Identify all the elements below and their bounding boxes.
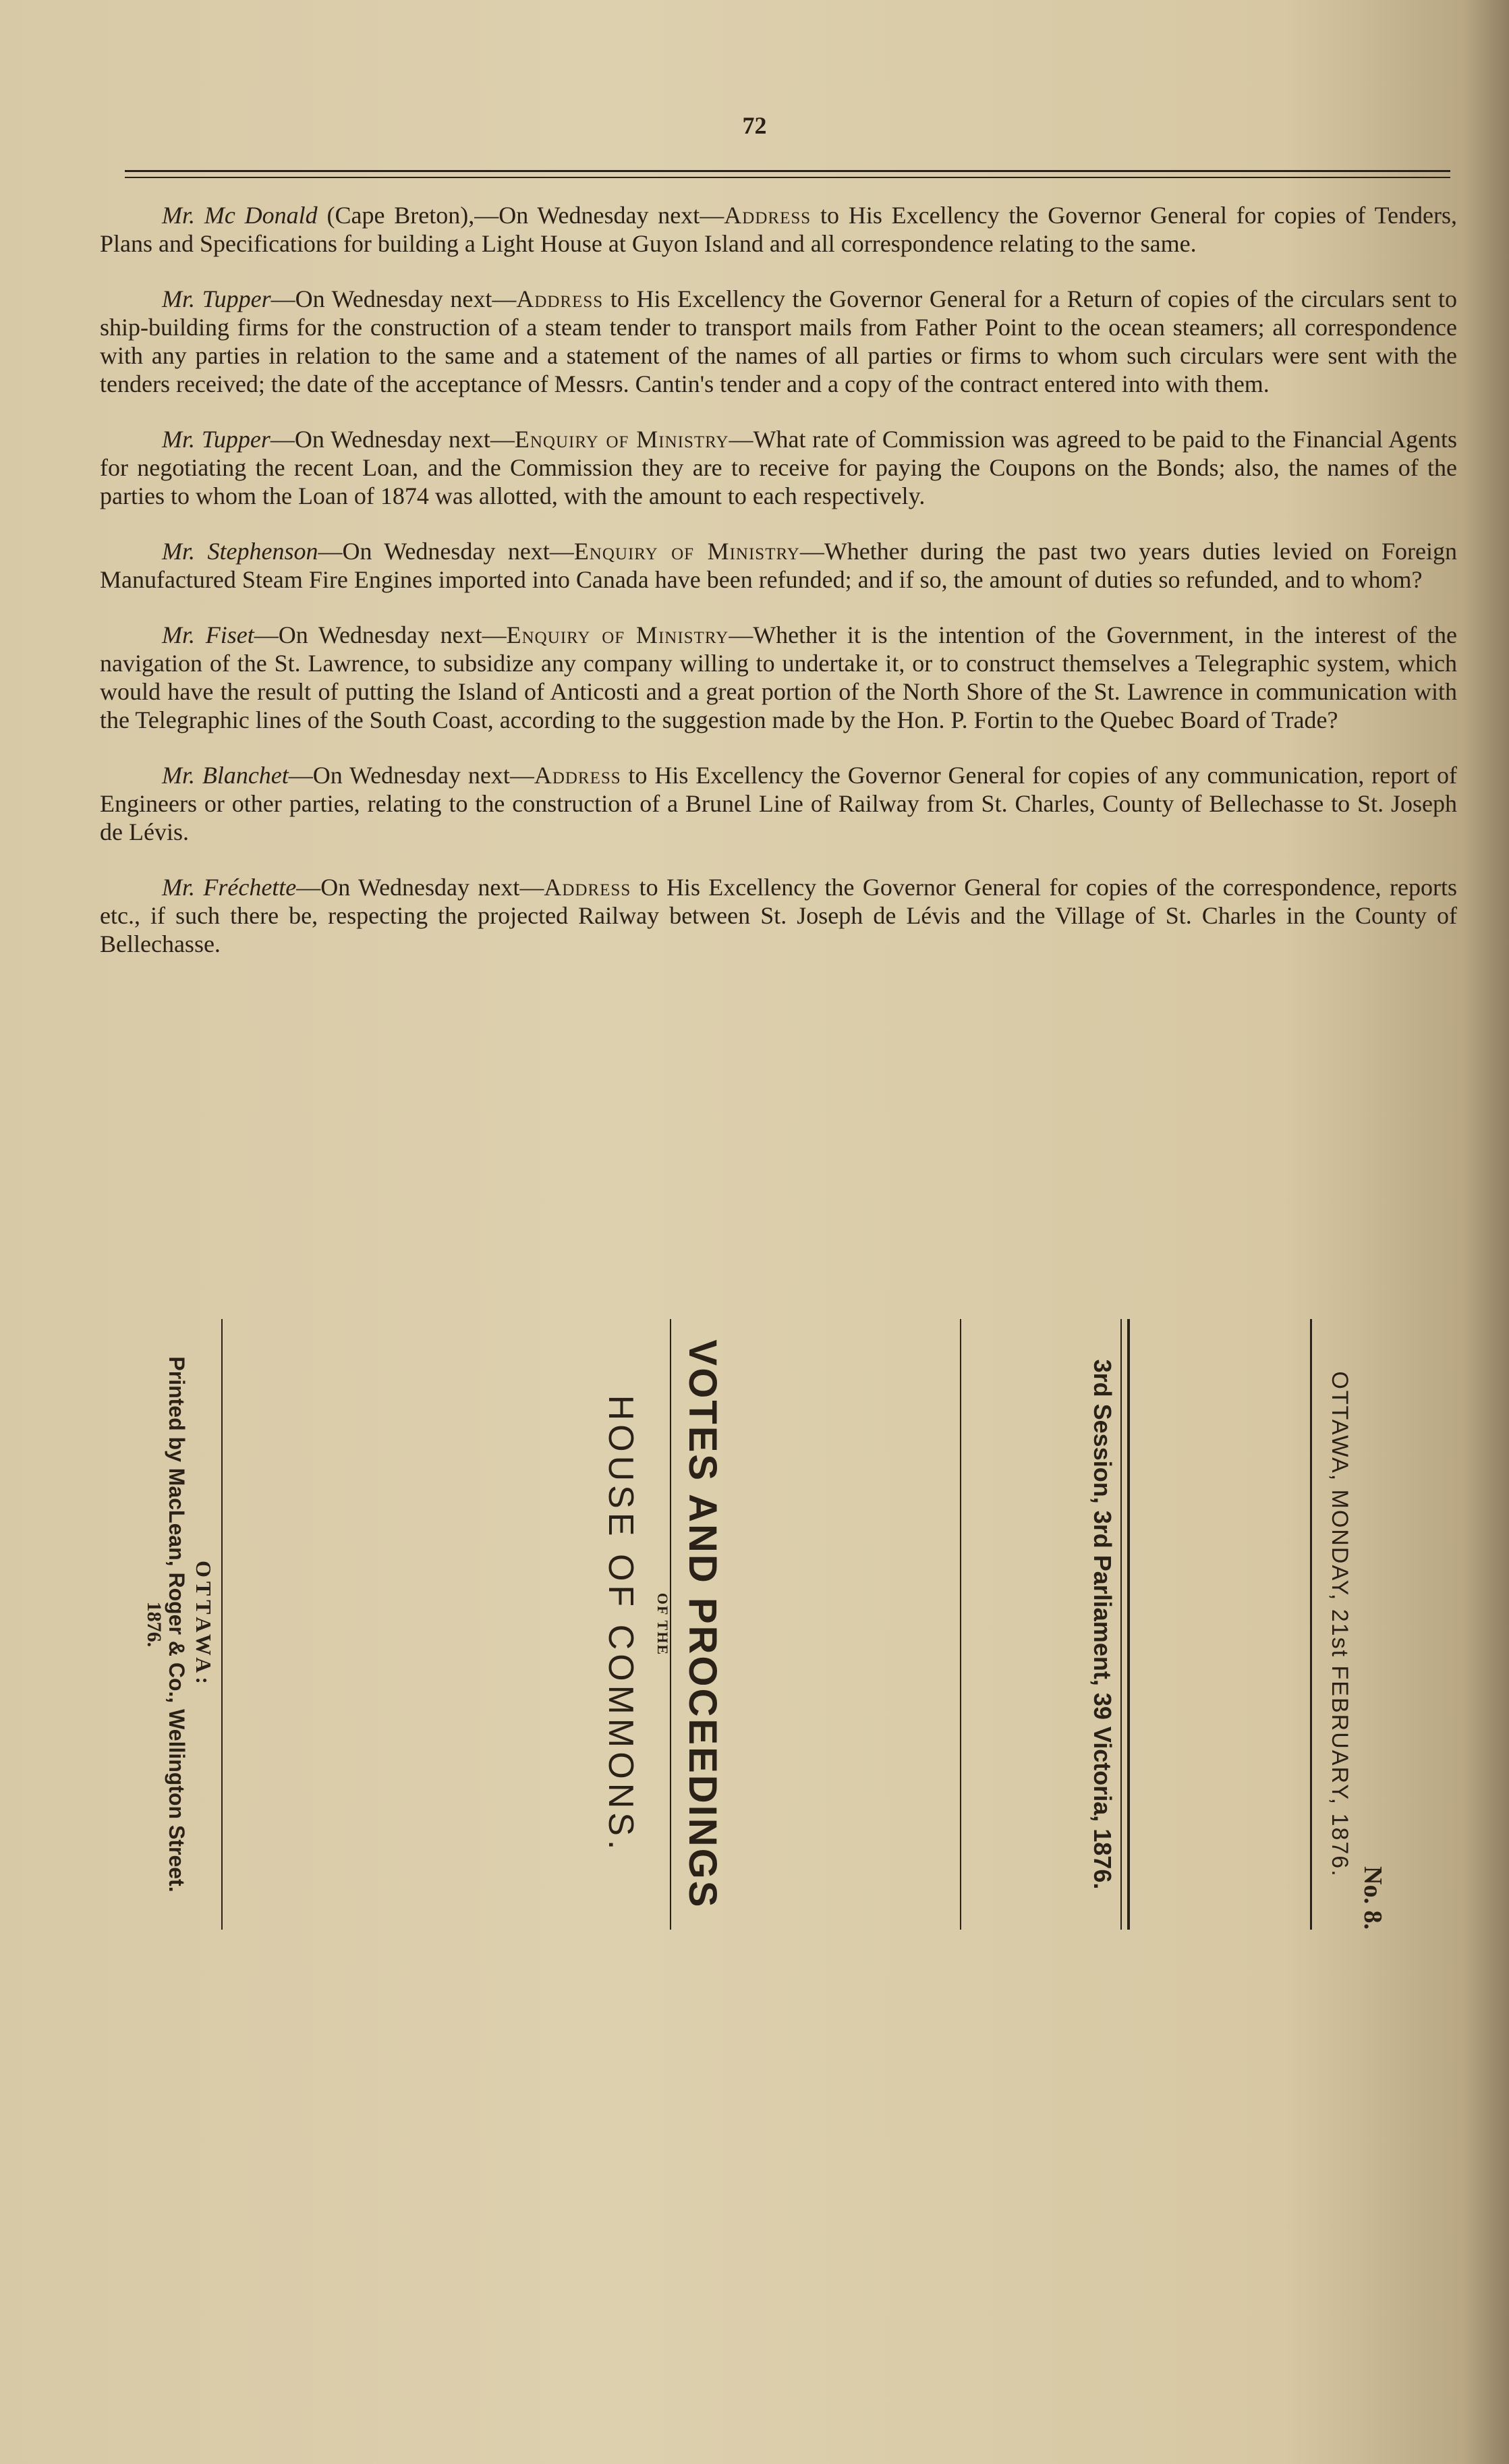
publication-title: VOTES AND PROCEEDINGS [681,1339,724,1909]
motion-kind: Address [534,762,621,789]
motion-timing: (Cape Breton),—On Wednesday next— [317,202,724,229]
motion-timing: —On Wednesday next— [318,538,574,565]
motion-paragraph [100,425,1457,510]
motion-paragraph [100,537,1457,594]
imprint-year: 1876. [143,1601,165,1648]
motion-paragraph [100,285,1457,398]
house-name: HOUSE OF COMMONS. [601,1395,640,1854]
motion-mover: Mr. Mc Donald [162,202,318,229]
masthead-rule [221,1319,223,1930]
motion-text: to His Excellency the Governor General for a Return of copies of the circulars sent to ship-building firms for the construction of a steam tender to transport mails from Father Point to the ocean steamers; all correspondence with any parties in relation to the same and a statement of the names of all parties or firms to whom such circulars were sent with the tenders received; the date of the acceptance of Messrs. Cantin's tender and a copy of the contract entered into with them. [100,285,1457,397]
masthead-rule [1310,1319,1312,1930]
motion-kind: Address [724,202,812,229]
motion-mover: Mr. Stephenson [162,538,318,565]
title-connector: OF THE [654,1592,671,1656]
motion-kind: Enquiry of Ministry [514,426,729,453]
motion-timing: —On Wednesday next— [271,285,517,312]
motion-text: —What rate of Commission was agreed to be paid to the Financial Agents for negotiating the recent Loan, and the Commission they are to receive for paying the Coupons on the Bonds; also, the names of the parties to whom the Loan of 1874 was allotted, with the amount to each respectively. [100,426,1457,509]
motion-mover: Mr. Blanchet [162,762,289,789]
header-rule-thin [125,177,1450,178]
motion-paragraph [100,201,1457,258]
motion-kind: Enquiry of Ministry [573,538,800,565]
issue-number: No. 8. [1359,1866,1387,1930]
motion-paragraph [100,873,1457,958]
imprint-printer: Printed by MacLean, Roger & Co., Wellington Street. [165,1356,189,1893]
motion-text: to His Excellency the Governor General for copies of the correspondence, reports etc., if such there be, respecting the projected Railway between St. Joseph de Lévis and the Village of St. Charles in the County of Bellechasse. [100,874,1457,957]
issue-date: OTTAWA, MONDAY, 21st FEBRUARY, 1876. [1327,1371,1353,1878]
masthead-rule-thin [1120,1319,1122,1930]
motion-mover: Mr. Fréchette [162,874,297,901]
motion-timing: —On Wednesday next— [288,762,534,789]
masthead-rule [960,1319,961,1930]
motion-timing: —On Wednesday next— [296,874,544,901]
notices-of-motion [100,201,1457,985]
motion-timing: —On Wednesday next— [270,426,515,453]
session-line: 3rd Session, 3rd Parliament, 39 Victoria, 1876. [1089,1359,1116,1890]
header-rule [125,170,1450,172]
motion-paragraph [100,621,1457,734]
motion-text: —Whether it is the intention of the Government, in the interest of the navigation of the St. Lawrence, to subsidize any company willing to undertake it, or to construct themselves a Telegraphic system, which would have the result of putting the Island of Anticosti and a great portion of the North Shore of the St. Lawrence in communication with the Telegraphic lines of the South Coast, according to the suggestion made by the Hon. P. Fortin to the Quebec Board of Trade? [100,621,1457,733]
motion-kind: Address [544,874,631,901]
imprint-place: OTTAWA: [192,1561,216,1688]
motion-kind: Enquiry of Ministry [506,621,729,648]
motion-text: to His Excellency the Governor General for copies of Tenders, Plans and Specifications for building a Light House at Guyon Island and all correspondence relating to the same. [100,202,1458,257]
masthead-rule-thick [1127,1319,1130,1930]
motion-paragraph [100,761,1457,846]
motion-text: —Whether during the past two years duties levied on Foreign Manufactured Steam Fire Engines imported into Canada have been refunded; and if so, the amount of duties so refunded, and to whom? [100,538,1457,593]
motion-timing: —On Wednesday next— [254,621,507,648]
motion-mover: Mr. Fiset [162,621,254,648]
motion-kind: Address [516,285,604,312]
motion-mover: Mr. Tupper [162,426,271,453]
rotated-masthead [118,1319,1400,1930]
motion-mover: Mr. Tupper [162,285,271,312]
page-number: 72 [742,112,767,139]
motion-text: to His Excellency the Governor General for copies of any communication, report of Engineers or other parties, relating to the construction of a Brunel Line of Railway from St. Charles, County of Bellechasse to St. Joseph de Lévis. [100,762,1457,845]
